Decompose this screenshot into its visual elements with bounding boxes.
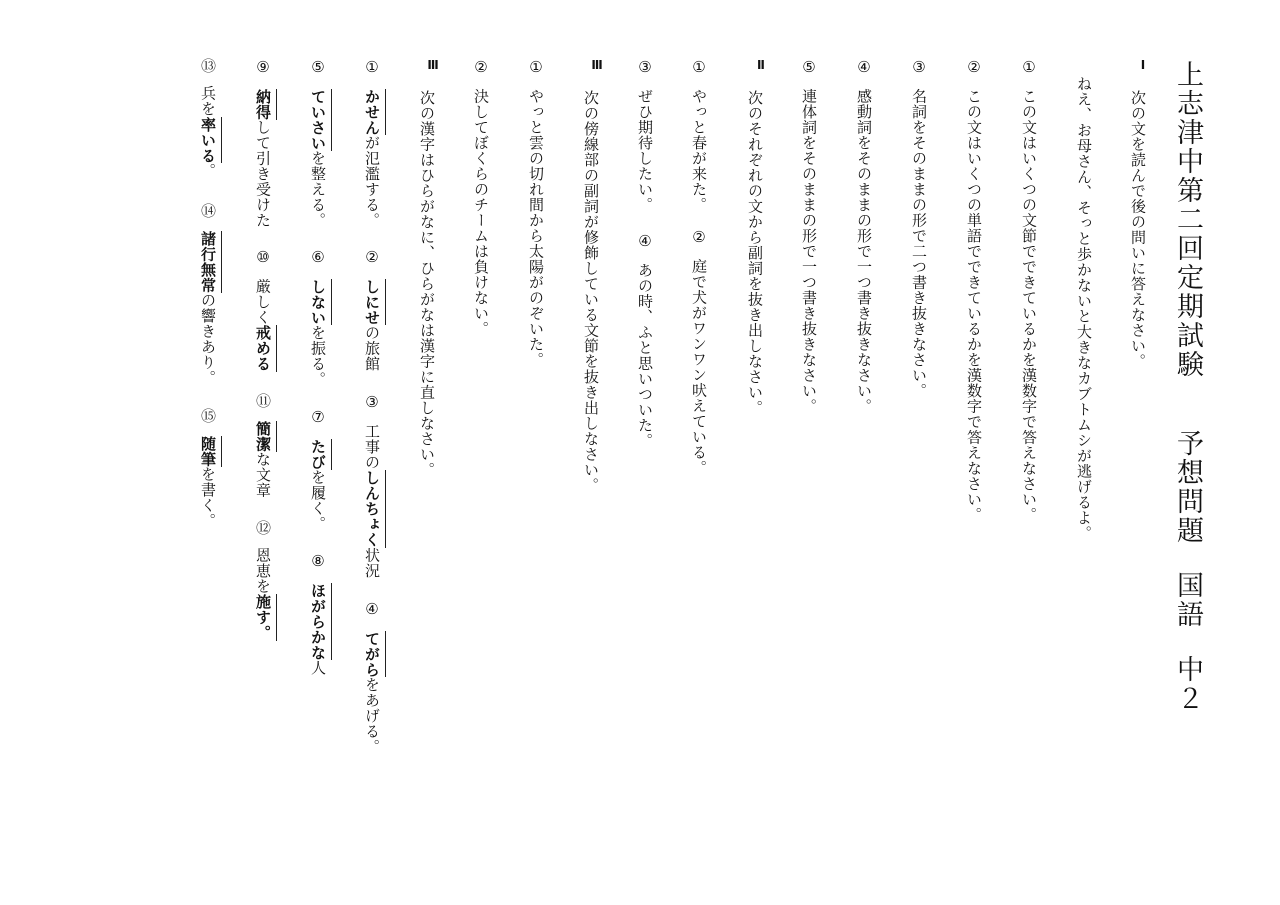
section-1-question-3 bbox=[911, 58, 926, 399]
kanji-item-1 bbox=[364, 58, 379, 228]
section-2-row-2 bbox=[637, 58, 652, 213]
item-number: ④ bbox=[636, 232, 654, 251]
item-pre: 工事の bbox=[363, 423, 381, 470]
kanji-item-4 bbox=[364, 600, 379, 755]
section-3-item-1 bbox=[528, 58, 543, 368]
kanji-item-11 bbox=[255, 393, 270, 498]
item-target: 納得 bbox=[254, 89, 277, 120]
question-text: この文はいくつの単語でできているかを漢数字で答えなさい。 bbox=[965, 88, 983, 523]
item-text: やっと雲の切れ間から太陽がのぞいた。 bbox=[527, 88, 545, 368]
item-target: ほがらかな bbox=[309, 583, 332, 661]
kanji-item-8 bbox=[310, 552, 325, 676]
item-number: ⑬ bbox=[199, 58, 217, 74]
section-1-question-5 bbox=[801, 58, 816, 414]
item-number: ⑤ bbox=[309, 58, 327, 77]
item-target: たび bbox=[309, 439, 332, 470]
question-number: ① bbox=[1020, 58, 1038, 77]
title-grade: 中２ bbox=[1172, 655, 1203, 713]
item-text: あの時、ふと思いついた。 bbox=[636, 262, 654, 449]
item-number: ⑭ bbox=[199, 203, 217, 219]
item-pre: 兵を bbox=[199, 85, 217, 117]
item-number: ④ bbox=[363, 600, 381, 619]
item-rest: の響きあり。 bbox=[199, 292, 217, 386]
item-text: やっと春が来た。 bbox=[690, 88, 708, 213]
kanji-item-10 bbox=[255, 248, 270, 372]
kanji-item-12 bbox=[255, 520, 270, 641]
section-3-number: Ⅲ bbox=[590, 58, 604, 73]
item-number: ③ bbox=[636, 58, 654, 77]
kanji-item-13 bbox=[200, 58, 215, 179]
item-number: ⑧ bbox=[309, 552, 327, 571]
item-number: ① bbox=[527, 58, 545, 77]
item-text: ぜひ期待したい。 bbox=[636, 88, 654, 213]
kanji-item-15 bbox=[200, 408, 215, 529]
section-2-row-1 bbox=[691, 58, 706, 213]
section-2-row-2b bbox=[637, 232, 652, 449]
item-target: 戒める bbox=[254, 325, 277, 372]
item-rest: を履く。 bbox=[309, 469, 327, 532]
section-1-passage: ねえ、お母さん、そっと歩かないと大きなカブトムシが逃げるよ。 bbox=[1075, 76, 1093, 541]
section-2-instruction: 次のそれぞれの文から副詞を抜き出しなさい。 bbox=[746, 90, 764, 416]
title-exam-type: 予想問題 bbox=[1172, 429, 1203, 545]
question-text: この文はいくつの文節でできているかを漢数字で答えなさい。 bbox=[1020, 88, 1038, 523]
question-number: ③ bbox=[910, 58, 928, 77]
item-target: しにせ bbox=[363, 279, 386, 326]
item-target: かせん bbox=[363, 89, 386, 136]
question-text: 連体詞をそのままの形で一つ書き抜きなさい。 bbox=[800, 88, 818, 414]
item-target: 率いる bbox=[199, 117, 222, 164]
kanji-item-2 bbox=[364, 248, 379, 372]
item-number: ⑥ bbox=[309, 248, 327, 267]
item-rest: 状況 bbox=[363, 547, 381, 579]
section-2-number: Ⅱ bbox=[754, 58, 768, 73]
section-2-row-1b bbox=[691, 228, 706, 476]
item-rest: して引き受けた bbox=[254, 119, 272, 228]
item-rest: が氾濫する。 bbox=[363, 135, 381, 228]
question-text: 名詞をそのままの形で二つ書き抜きなさい。 bbox=[910, 88, 928, 399]
item-number: ② bbox=[690, 228, 708, 247]
section-3-instruction: 次の傍線部の副詞が修飾している文節を抜き出しなさい。 bbox=[582, 90, 600, 493]
item-rest: をあげる。 bbox=[363, 677, 381, 755]
item-target: 随筆 bbox=[199, 436, 222, 467]
title-subject: 国語 bbox=[1172, 571, 1203, 629]
item-target: しない bbox=[309, 279, 332, 326]
section-1-number: Ⅰ bbox=[1136, 58, 1150, 73]
item-number: ⑪ bbox=[254, 393, 272, 409]
section-1-question-1 bbox=[1021, 58, 1036, 523]
item-number: ⑩ bbox=[254, 248, 272, 267]
item-text: 決してぼくらのチームは負けない。 bbox=[472, 88, 490, 337]
section-1-question-2 bbox=[966, 58, 981, 523]
item-rest: 。 bbox=[199, 163, 217, 179]
item-target: しんちょく bbox=[363, 470, 386, 548]
item-rest: を振る。 bbox=[309, 325, 327, 387]
item-number: ① bbox=[690, 58, 708, 77]
kanji-item-9 bbox=[255, 58, 270, 228]
item-number: ① bbox=[363, 58, 381, 77]
item-pre: 恩恵を bbox=[254, 547, 272, 594]
kanji-item-5 bbox=[310, 58, 325, 228]
item-text: 庭で犬がワンワン吠えている。 bbox=[690, 258, 708, 476]
item-rest: の旅館 bbox=[363, 325, 381, 372]
section-4-instruction: 次の漢字はひらがなに、ひらがなは漢字に直しなさい。 bbox=[418, 90, 436, 478]
item-number: ③ bbox=[363, 393, 381, 412]
item-number: ⑮ bbox=[199, 408, 217, 424]
question-text: 感動詞をそのままの形で一つ書き抜きなさい。 bbox=[855, 88, 873, 414]
kanji-item-3 bbox=[364, 393, 379, 579]
item-number: ⑦ bbox=[309, 408, 327, 427]
item-number: ② bbox=[472, 58, 490, 77]
title-main: 上志津中第二回定期試験 bbox=[1172, 60, 1203, 379]
item-rest: 人 bbox=[309, 660, 327, 676]
kanji-item-6 bbox=[310, 248, 325, 387]
exam-title bbox=[1174, 60, 1201, 713]
item-pre: 厳しく bbox=[254, 278, 272, 325]
item-rest: を整える。 bbox=[309, 150, 327, 228]
kanji-item-7 bbox=[310, 408, 325, 532]
question-number: ④ bbox=[855, 58, 873, 77]
question-number: ② bbox=[965, 58, 983, 77]
item-rest: な文章 bbox=[254, 451, 272, 498]
kanji-item-14 bbox=[200, 203, 215, 386]
section-1-question-4 bbox=[856, 58, 871, 414]
item-number: ⑨ bbox=[254, 58, 272, 77]
item-number: ⑫ bbox=[254, 520, 272, 536]
item-target: 施す。 bbox=[254, 594, 277, 641]
question-number: ⑤ bbox=[800, 58, 818, 77]
item-target: ていさい bbox=[309, 89, 332, 151]
section-3-item-2 bbox=[473, 58, 488, 337]
item-rest: を書く。 bbox=[199, 466, 217, 529]
section-1-instruction: 次の文を読んで後の問いに答えなさい。 bbox=[1129, 90, 1147, 369]
item-number: ② bbox=[363, 248, 381, 267]
item-target: 諸行無常 bbox=[199, 231, 222, 293]
section-4-number: Ⅲ bbox=[426, 58, 440, 73]
item-target: 簡潔 bbox=[254, 421, 277, 452]
item-target: てがら bbox=[363, 631, 386, 678]
